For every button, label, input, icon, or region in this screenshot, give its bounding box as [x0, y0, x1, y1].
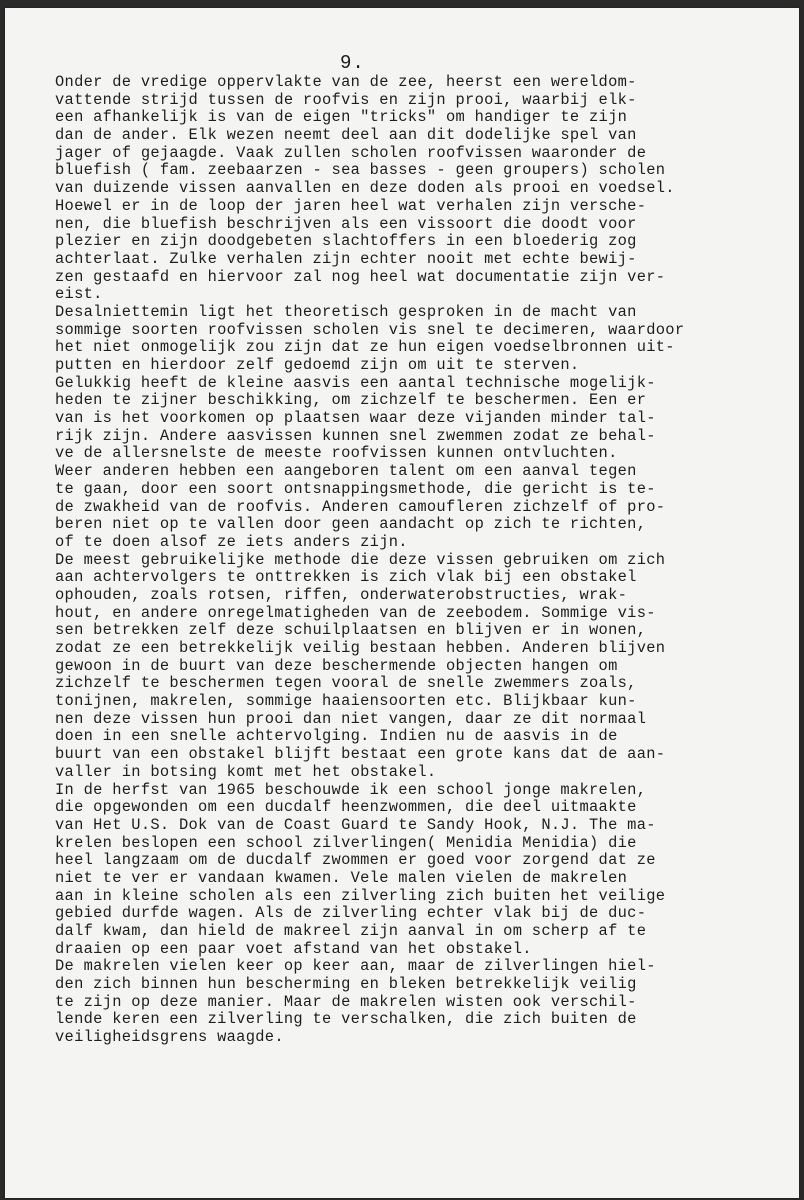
text-line: In de herfst van 1965 beschouwde ik een school jonge makrelen,	[55, 780, 647, 799]
text-line: veiligheidsgrens waagde.	[55, 1028, 284, 1047]
text-line: gebied durfde wagen. Als de zilverling echter vlak bij de duc-	[55, 904, 647, 923]
text-line: sen betrekken zelf deze schuilplaatsen en blijven er in wonen,	[55, 621, 647, 640]
text-line: achterlaat. Zulke verhalen zijn echter nooit met echte bewij-	[55, 249, 637, 268]
text-line: bluefish ( fam. zeebaarzen - sea basses - geen groupers) scholen	[55, 161, 666, 180]
text-line: of te doen alsof ze iets anders zijn.	[55, 532, 408, 551]
text-line: niet te ver er vandaan kwamen. Vele malen vielen de makrelen	[55, 868, 628, 887]
page-number: 9.	[340, 52, 365, 74]
text-line: krelen beslopen een school zilverlingen( Menidia Menidia) die	[55, 833, 637, 852]
text-line: jager of gejaagde. Vaak zullen scholen roofvissen waaronder de	[55, 143, 647, 162]
text-line: Hoewel er in de loop der jaren heel wat verhalen zijn versche-	[55, 196, 647, 215]
text-line: Weer anderen hebben een aangeboren talent om een aanval tegen	[55, 462, 637, 481]
text-line: een afhankelijk is van de eigen "tricks" om handiger te zijn	[55, 108, 628, 127]
text-line: van Het U.S. Dok van de Coast Guard te Sandy Hook, N.J. The ma-	[55, 815, 656, 834]
text-line: zodat ze een betrekkelijk veilig bestaan hebben. Anderen blijven	[55, 639, 666, 657]
text-line: putten en hierdoor zelf gedoemd zijn om uit te sterven.	[55, 356, 580, 374]
text-line: van duizende vissen aanvallen en deze doden als prooi en voedsel.	[55, 179, 675, 198]
text-line: lende keren een zilverling te verschalken, die zich buiten de	[55, 1010, 637, 1029]
text-line: zen gestaafd en hiervoor zal nog heel wat documentatie zijn ver-	[55, 267, 666, 286]
text-line: nen, die bluefish beschrijven als een vissoort die doodt voor	[55, 214, 637, 233]
text-line: Gelukkig heeft de kleine aasvis een aantal technische mogelijk-	[55, 373, 656, 392]
text-line: vattende strijd tussen de roofvis en zijn prooi, waarbij elk-	[55, 90, 637, 109]
text-line: rijk zijn. Andere aasvissen kunnen snel zwemmen zodat ze behal-	[55, 426, 656, 445]
text-line: heden te zijner beschikking, om zichzelf te beschermen. Een er	[55, 391, 647, 410]
text-line: tonijnen, makrelen, sommige haaiensoorten etc. Blijkbaar kun-	[55, 692, 637, 711]
text-line: den zich binnen hun bescherming en bleken betrekkelijk veilig	[55, 975, 637, 994]
text-line: van is het voorkomen op plaatsen waar deze vijanden minder tal-	[55, 409, 656, 428]
text-line: eist.	[55, 285, 103, 304]
text-line: dalf kwam, dan hield de makreel zijn aanval in om scherp af te	[55, 922, 647, 940]
text-line: aan in kleine scholen als een zilverling zich buiten het veilige	[55, 886, 666, 905]
text-line: te gaan, door een soort ontsnappingsmethode, die gericht is te-	[55, 479, 656, 498]
text-line: De meest gebruikelijke methode die deze vissen gebruiken om zich	[55, 550, 666, 569]
text-line: ophouden, zoals rotsen, riffen, onderwaterobstructies, wrak-	[55, 585, 628, 604]
body-text	[55, 74, 755, 1047]
text-line: sommige soorten roofvissen scholen vis snel te decimeren, waardoor	[55, 320, 685, 339]
text-line: aan achtervolgers te onttrekken is zich vlak bij een obstakel	[55, 568, 637, 587]
text-line: beren niet op te vallen door geen aandacht op zich te richten,	[55, 515, 647, 534]
document-page	[5, 8, 799, 1198]
text-line: die opgewonden om een ducdalf heenzwommen, die deel uitmaakte	[55, 798, 637, 817]
text-line: hout, en andere onregelmatigheden van de zeebodem. Sommige vis-	[55, 603, 656, 622]
text-line: plezier en zijn doodgebeten slachtoffers in een bloederig zog	[55, 232, 637, 251]
text-line: valler in botsing komt met het obstakel.	[55, 762, 437, 781]
text-line: De makrelen vielen keer op keer aan, maar de zilverlingen hiel-	[55, 957, 656, 976]
text-line: zichzelf te beschermen tegen vooral de snelle zwemmers zoals,	[55, 674, 637, 693]
text-line: heel langzaam om de ducdalf zwommen er goed voor zorgend dat ze	[55, 851, 656, 870]
text-line: te zijn op deze manier. Maar de makrelen wisten ook verschil-	[55, 992, 637, 1011]
text-line: ve de allersnelste de meeste roofvissen kunnen ontvluchten.	[55, 444, 618, 463]
text-line: Onder de vredige oppervlakte van de zee, heerst een wereldom-	[55, 73, 637, 91]
text-line: buurt van een obstakel blijft bestaat een grote kans dat de aan-	[55, 745, 666, 764]
text-line: Desalniettemin ligt het theoretisch gesproken in de macht van	[55, 302, 637, 321]
text-line: het niet onmogelijk zou zijn dat ze hun eigen voedselbronnen uit-	[55, 338, 675, 357]
text-line: doen in een snelle achtervolging. Indien nu de aasvis in de	[55, 727, 618, 746]
text-line: de zwakheid van de roofvis. Anderen camoufleren zichzelf of pro-	[55, 497, 666, 516]
text-line: nen deze vissen hun prooi dan niet vangen, daar ze dit normaal	[55, 709, 647, 728]
text-line: gewoon in de buurt van deze beschermende objecten hangen om	[55, 656, 618, 675]
text-line: draaien op een paar voet afstand van het obstakel.	[55, 939, 532, 958]
text-line: dan de ander. Elk wezen neemt deel aan dit dodelijke spel van	[55, 126, 637, 145]
